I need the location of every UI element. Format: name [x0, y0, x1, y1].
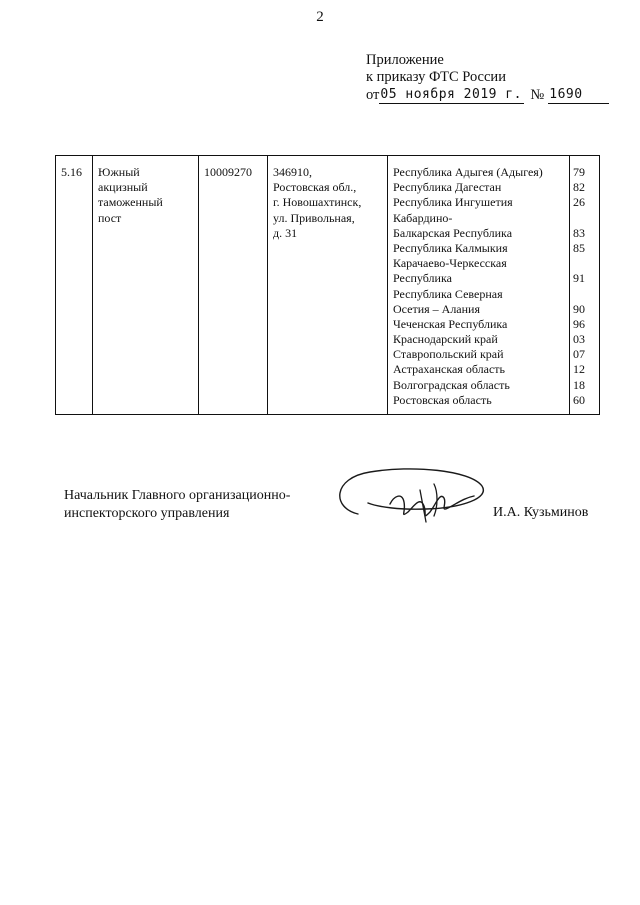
- appendix-title: Приложение: [366, 52, 444, 68]
- post-code-cell: [199, 156, 268, 415]
- region-name: Краснодарский край: [393, 332, 498, 347]
- region-code: [573, 211, 595, 226]
- region-code: 26: [573, 195, 585, 210]
- signer-name: И.А. Кузьминов: [493, 505, 589, 520]
- address-cell: [268, 156, 388, 415]
- post-name: Южный акцизный таможенный пост: [98, 165, 163, 225]
- signer-title-line: инспекторского управления: [64, 506, 230, 521]
- region-code: 91: [573, 271, 585, 286]
- region-code: 07: [573, 347, 585, 362]
- row-number-cell: [56, 156, 93, 415]
- region-code: 79: [573, 165, 585, 179]
- page-number: 2: [316, 9, 324, 25]
- region-name: Астраханская область: [393, 362, 505, 377]
- region-code: 96: [573, 316, 585, 331]
- region-name: Республика: [393, 271, 452, 286]
- region-code: 12: [573, 362, 585, 377]
- order-prefix: от: [366, 87, 380, 103]
- region-code: 83: [573, 225, 585, 240]
- region-code: 18: [573, 377, 585, 392]
- region-code: [573, 256, 595, 271]
- region-name: Осетия – Алания: [393, 301, 480, 316]
- region-code: 82: [573, 180, 585, 195]
- order-date: 05 ноября 2019 г.: [379, 86, 524, 104]
- signer-title: [64, 487, 290, 523]
- order-number: 1690: [548, 86, 609, 104]
- region-name: Республика Калмыкия: [393, 240, 508, 255]
- handwritten-signature: [330, 462, 500, 537]
- region-name: Ставропольский край: [393, 347, 504, 362]
- region-name: Республика Адыгея (Адыгея): [393, 165, 543, 179]
- region-name: Чеченская Республика: [393, 316, 508, 331]
- regions-cell: [388, 156, 570, 415]
- table-row: [56, 156, 600, 415]
- region-code: 60: [573, 392, 585, 407]
- region-name: Балкарская Республика: [393, 225, 513, 240]
- customs-post-table: [55, 155, 600, 415]
- region-name: Республика Дагестан: [393, 180, 502, 195]
- row-number: 5.16: [61, 165, 82, 179]
- region-name: Республика Ингушетия: [393, 195, 513, 210]
- post-address: 346910, Ростовская обл., г. Новошахтинск, ул. Привольная, д. 31: [273, 165, 362, 240]
- region-code: [573, 287, 595, 302]
- appendix-header: [366, 52, 609, 104]
- region-code: 85: [573, 240, 585, 255]
- region-code: 03: [573, 332, 585, 347]
- order-date-line: [366, 86, 609, 104]
- post-code: 10009270: [204, 165, 252, 179]
- post-name-cell: [93, 156, 199, 415]
- region-code: 90: [573, 301, 585, 316]
- signer-title-line: Начальник Главного организационно-: [64, 488, 291, 503]
- region-name: Ростовская область: [393, 392, 492, 407]
- region-name: Карачаево-Черкесская: [393, 256, 507, 271]
- region-name: Республика Северная: [393, 286, 503, 301]
- region-name: Кабардино-: [393, 210, 453, 225]
- appendix-order-reference: к приказу ФТС России: [366, 69, 506, 85]
- order-number-sign: №: [530, 87, 545, 103]
- region-codes-cell: [570, 156, 600, 415]
- region-name: Волгоградская область: [393, 377, 510, 392]
